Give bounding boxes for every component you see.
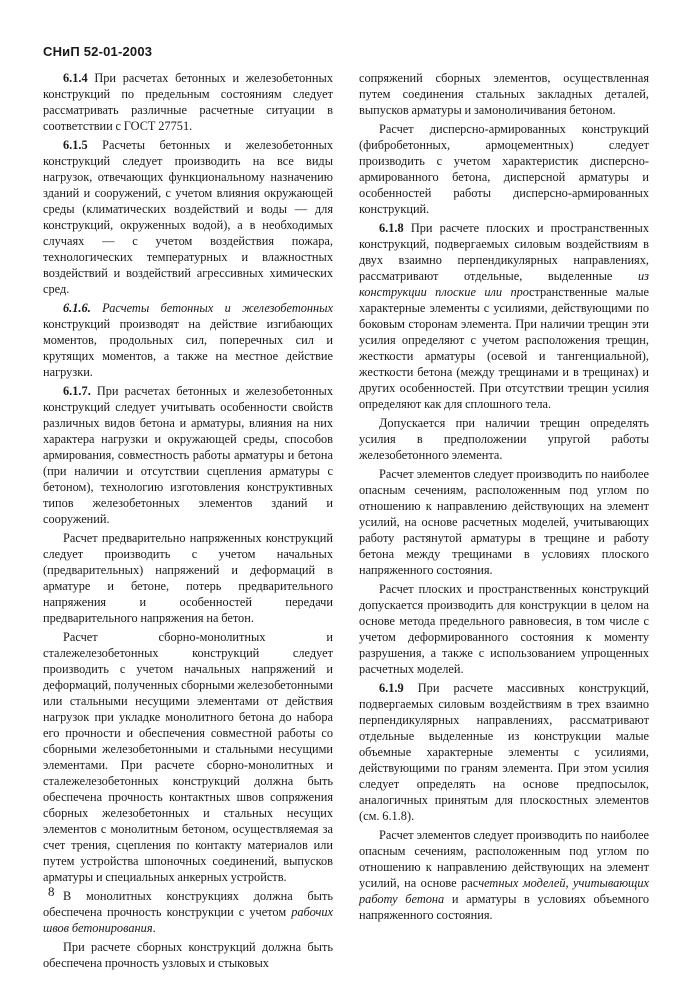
paragraph-italic-text: рабочих швов бетонирования [43,905,333,935]
paragraph-monolithic [43,888,333,936]
paragraph-cracks [359,415,649,463]
paragraph-text: Расчет дисперсно-армированных конструкций (фибробетонных, армоцементных) следует производить с учетом характеристик дисперсно-армированного бетона, дисперсной арматуры и особенностей работы дисперсно-армированных конструкций. [359,122,649,216]
document-code-header: СНиП 52-01-2003 [43,44,153,59]
paragraph-text: При расчете массивных конструкций, подвергаемых силовым воздействиям в трех взаимно перпендикулярных направлениях, рассматривают отдельные выделенные из конструкции малые объемные характерные элементы с усилиями, действующими по граням элемента. При этом усилия следует определять на основе предпосылок, аналогичных принятым для плоскостных элементов (см. 6.1.8). [359,681,649,823]
paragraph-6-1-8 [359,220,649,412]
paragraph-text: В монолитных конструкциях должна быть обеспечена прочность конструкции с учетом [43,889,333,919]
paragraph-text: При расчете плоских и пространственных конструкций, подвергаемых силовым воздействиям в двух взаимно перпендикулярных направлениях, рассматривают отдельные, выделенные [359,221,649,283]
page-number: 8 [48,884,55,899]
paragraph-limit-equilibrium [359,581,649,677]
paragraph-fiber-reinforced [359,121,649,217]
paragraph-italic-text: четных моделей, учитывающих работу бетона [359,876,649,906]
paragraph-text: При расчете сборных конструкций должна быть обеспечена прочность узловых и стыковых [43,940,333,970]
paragraph-dangerous-sections-volume [359,827,649,923]
paragraph-precast-continued [359,70,649,118]
clause-number: 6.1.9 [379,681,404,695]
clause-number: 6.1.4 [63,71,88,85]
paragraph-text: Допускается при наличии трещин определять усилия в предположении упругой работы железобетонного элемента. [359,416,649,462]
paragraph-text: сопряжений сборных элементов, осуществленная путем соединения стальных закладных деталей, выпусков арматуры и замоноличивания бетоном. [359,71,649,117]
paragraph-text: конструкций производят на действие изгибающих моментов, продольных сил, поперечных сил и крутящих моментов, а также на местное действие нагрузки. [43,317,333,379]
clause-number: 6.1.5 [63,138,88,152]
paragraph-6-1-9 [359,680,649,824]
paragraph-text: Расчет элементов следует производить по наиболее опасным сечениям, расположенным под углом по отношению к направлению действующих на элемент усилий, на основе рас [359,828,649,890]
paragraph-text: При расчетах бетонных и железобетонных конструкций по предельным состояниям следует рассматривать различные расчетные ситуации в соответствии с ГОСТ 27751. [43,71,333,133]
paragraph-text-tail: . [152,921,156,935]
paragraph-text: Расчет сборно-монолитных и сталежелезобетонных конструкций следует производить с учетом начальных напряжений и деформаций, полученных сборными железобетонными или стальными несущими элементами от действия нагрузок при укладке монолитного бетона до набора его прочности и обеспечения совместной работы со сборными железобетонными и стальными несущими элементами. При расчете сборно-монолитных и сталежелезобетонных конструкций должна быть обеспечена прочность контактных швов сопряжения сборных железобетонных и стальных несущих элементов с монолитным бетоном, осуществляемая за счет трения, сцепления по контакту материалов или путем устройства шпоночных соединений, выпусков арматуры и специальных анкерных устройств. [43,630,333,884]
paragraph-6-1-4 [43,70,333,134]
paragraph-6-1-6 [43,300,333,380]
paragraph-text: Расчет элементов следует производить по наиболее опасным сечениям, расположенным под углом по отношению к направлению действующих на элемент усилий, на основе расчетных моделей, учитывающих работу растянутой арматуры в трещине и работу бетона между трещинами в условиях плоского напряженного состояния. [359,467,649,577]
paragraph-precast [43,939,333,971]
left-text-column [43,70,333,974]
paragraph-text: Расчеты бетонных и железобетонных конструкций следует производить на все виды нагрузок, отвечающих функциональному назначению зданий и сооружений, с учетом влияния окружающей среды (климатических воздействий и воды — для конструкций, окруженных водой), а в необходимых случаях — с учетом воздействия пожара, технологических температурных и влажностных воздействий и воздействий агрессивных химических сред. [43,138,333,296]
clause-number: 6.1.6. [63,301,91,315]
paragraph-text: Расчет предварительно напряженных конструкций следует производить с учетом начальных (предварительных) напряжений и деформаций в арматуре и бетоне, потерь предварительного напряжения и особенностей передачи предварительного напряжения на бетон. [43,531,333,625]
paragraph-text-tail: и арматуры в условиях объемного напряженного состояния. [359,892,649,922]
paragraph-prestressed [43,530,333,626]
paragraph-text-continued: странственные малые характерные элементы с усилиями, действующими по боковым сторонам элемента. При наличии трещин эти усилия определяют с учетом расположения трещин, жесткости арматуры (осевой и тангенциальной), жесткости бетона (между трещинами и в трещинах) и других особенностей. При отсутствии трещин усилия определяют как для сплошного тела. [359,285,649,411]
paragraph-italic-text: из конструкции плоские или про [359,269,649,299]
paragraph-text: При расчетах бетонных и железобетонных конструкций следует учитывать особенности свойств различных видов бетона и арматуры, влияния на них характера нагрузки и окружающей среды, способов армирования, совместность работы арматуры и бетона (при наличии и отсутствии сцепления арматуры с бетоном), технологию изготовления конструктивных типов железобетонных элементов зданий и сооружений. [43,384,333,526]
clause-number: 6.1.8 [379,221,404,235]
clause-number: 6.1.7. [63,384,91,398]
paragraph-6-1-5 [43,137,333,297]
paragraph-6-1-7 [43,383,333,527]
right-text-column [359,70,649,926]
paragraph-dangerous-sections-plane [359,466,649,578]
paragraph-italic-text: Расчеты бетонных и железобетонных [90,301,333,315]
paragraph-composite [43,629,333,885]
paragraph-text: Расчет плоских и пространственных конструкций допускается производить для конструкции в целом на основе метода предельного равновесия, в том числе с учетом деформированного состояния к моменту разрушения, а также с использованием упрощенных расчетных моделей. [359,582,649,676]
